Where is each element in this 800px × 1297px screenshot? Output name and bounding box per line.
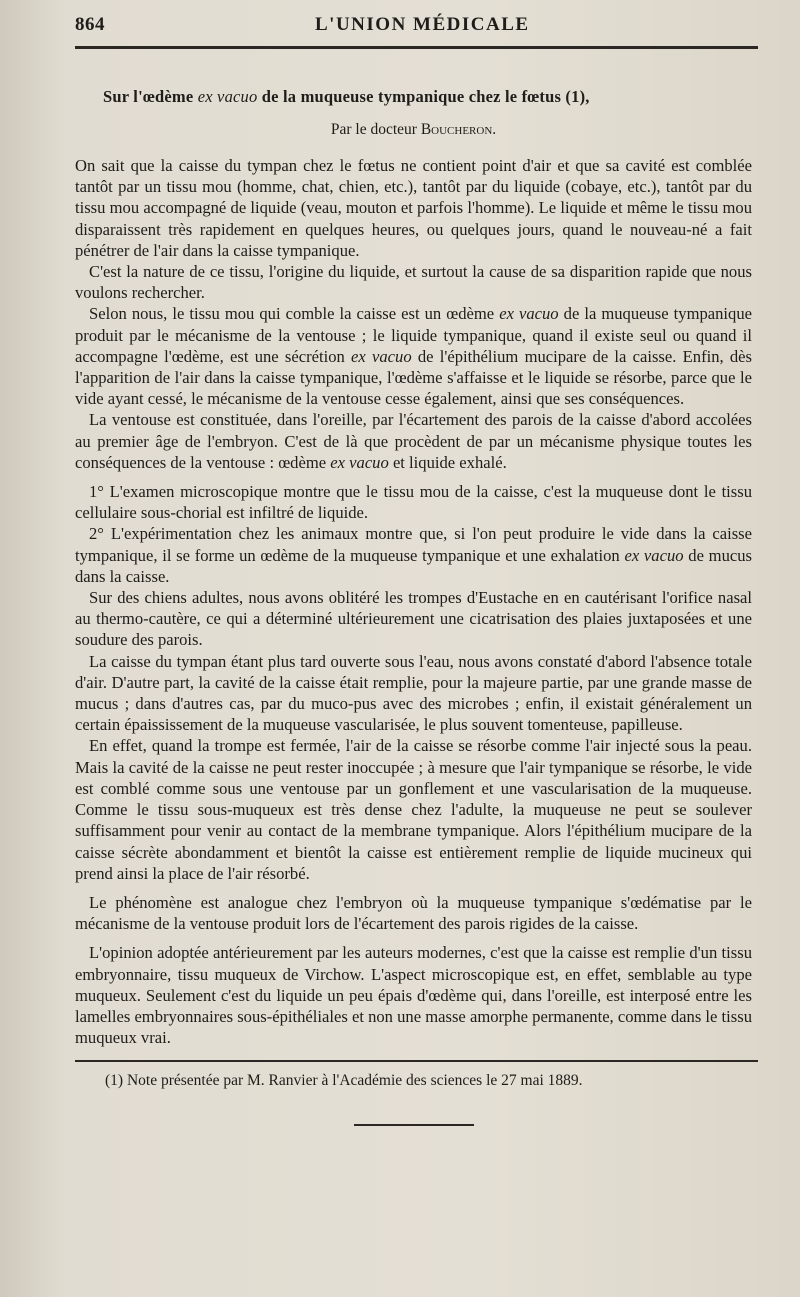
paragraph-text: C'est la nature de ce tissu, l'origine du liquide, et surtout la cause de sa disparition rapide que nous voulons rechercher. xyxy=(75,262,752,303)
footnote: (1) Note présentée par M. Ranvier à l'Académie des sciences le 27 mai 1889. xyxy=(105,1072,583,1090)
italic-term: ex vacuo xyxy=(624,545,684,565)
author-prefix: Par le docteur xyxy=(330,121,417,138)
italic-term: ex vacuo xyxy=(330,452,389,472)
italic-term: ex vacuo xyxy=(499,304,559,324)
paragraph-text: de l'épithélium mucipare de la caisse. Enfin, dès l'apparition de l'air dans la caisse tympanique, l'œdème s'affaisse et le liquide se résorbe, parce que le vide ayant cessé, le mécanisme de la ventouse cesse également, ainsi que ses conséquences. xyxy=(75,346,753,409)
paragraph xyxy=(75,303,752,409)
page-number: 864 xyxy=(75,14,105,35)
paragraph xyxy=(75,735,752,883)
paragraph-text: Selon nous, le tissu mou qui comble la caisse est un œdème xyxy=(89,304,495,324)
paragraph-text: L'opinion adoptée antérieurement par les auteurs modernes, c'est que la caisse est remplie d'un tissu embryonnaire, tissu muqueux de Virchow. L'aspect microscopique est, en effet, semblable au type muqueux. Seulement c'est du liquide un peu épais d'œdème qui, dans l'oreille, est interposé entre les lamelles embryonnaires sous-épithéliales et non une masse amorphe permanente, comme dans le tissu muqueux vrai. xyxy=(75,943,752,1048)
paragraph xyxy=(75,155,752,261)
paragraph xyxy=(75,892,752,934)
paragraph-text: Sur des chiens adultes, nous avons oblitéré les trompes d'Eustache en en cautérisant l'orifice nasal au thermo-cautère, ce qui a déterminé ultérieurement une cicatrisation des plaies juxtaposées et une soudure des parois. xyxy=(75,588,752,650)
paragraph-text: La ventouse est constituée, dans l'oreille, par l'écartement des parois de la caisse d'abord accolées au premier âge de l'embryon. C'est de là que procèdent de par un mécanisme physique toutes les conséquences de la ventouse : œdème xyxy=(75,410,752,472)
article-title xyxy=(75,87,752,107)
page-header xyxy=(75,14,752,40)
paragraph xyxy=(75,481,752,523)
title-part-1: Sur l'œdème xyxy=(103,87,194,106)
paragraph xyxy=(75,261,752,303)
title-part-2: de la muqueuse tympanique chez le fœtus (1), xyxy=(261,87,590,106)
paragraph xyxy=(75,409,752,473)
paragraph xyxy=(75,587,752,651)
article-body xyxy=(75,155,752,1048)
end-rule xyxy=(354,1124,474,1126)
italic-term: ex vacuo xyxy=(351,346,412,366)
paragraph-text: et liquide exhalé. xyxy=(392,452,507,472)
header-rule xyxy=(75,46,758,49)
paragraph xyxy=(75,523,752,587)
paragraph-text: 1° L'examen microscopique montre que le tissu mou de la caisse, c'est la muqueuse dont le tissu cellulaire sous-chorial est infiltré de liquide. xyxy=(75,482,752,523)
paragraph-text: La caisse du tympan étant plus tard ouverte sous l'eau, nous avons constaté d'abord l'absence totale d'air. D'autre part, la cavité de la caisse était remplie, pour la majeure partie, par une grande masse de mucus ; dans d'autres cas, par du muco-pus avec des microbes ; enfin, il existait généralement un certain épaississement de la muqueuse vascularisée, le plus souvent tomenteuse, papilleuse. xyxy=(75,651,752,735)
paragraph xyxy=(75,942,752,1048)
paragraph-text: de la muqueuse tympanique produit par le mécanisme de la ventouse ; le liquide tympanique, quand il existe seul ou quand il accompagne l'œdème, est une sécrétion xyxy=(75,304,753,366)
running-head: L'UNION MÉDICALE xyxy=(315,14,530,35)
author-name: Boucheron. xyxy=(420,121,497,138)
author-line xyxy=(75,121,752,139)
paragraph-text: de mucus dans la caisse. xyxy=(75,545,752,586)
paragraph xyxy=(75,651,752,736)
footnote-rule xyxy=(75,1060,758,1062)
paragraph-text: 2° L'expérimentation chez les animaux montre que, si l'on peut produire le vide dans la caisse tympanique, il se forme un œdème de la muqueuse tympanique et une exhalation xyxy=(75,524,752,565)
title-italic: ex vacuo xyxy=(197,87,258,106)
paragraph-text: Le phénomène est analogue chez l'embryon où la muqueuse tympanique s'œdématise par le mécanisme de la ventouse produit lors de l'écartement des parois rigides de la caisse. xyxy=(75,892,752,934)
paragraph-text: On sait que la caisse du tympan chez le fœtus ne contient point d'air et que sa cavité est comblée tantôt par un tissu mou (homme, chat, chien, etc.), tantôt par du liquide (cobaye, etc.), tantôt par du tissu mou accompagné de liquide (veau, mouton et parfois l'homme). Le liquide et même le tissu mou disparaissent très rapidement en quelques heures, ou quelques jours, quand le nouveau-né a fait pénétrer de l'air dans la caisse tympanique. xyxy=(75,156,752,260)
paragraph-text: En effet, quand la trompe est fermée, l'air de la caisse se résorbe comme l'air injecté sous la peau. Mais la cavité de la caisse ne peut rester inoccupée ; à mesure que l'air tympanique se résorbe, le vide est comblé comme sous une ventouse par un gonflement et une vascularisation de la muqueuse. Comme le tissu sous-muqueux est très dense chez l'adulte, la muqueuse ne peut se soulever suffisamment pour venir au contact de la membrane tympanique. Alors l'épithélium mucipare de la caisse sécrète abondamment et bientôt la caisse est entièrement remplie de liquide mucineux qui prend ainsi la place de l'air résorbé. xyxy=(75,736,752,883)
